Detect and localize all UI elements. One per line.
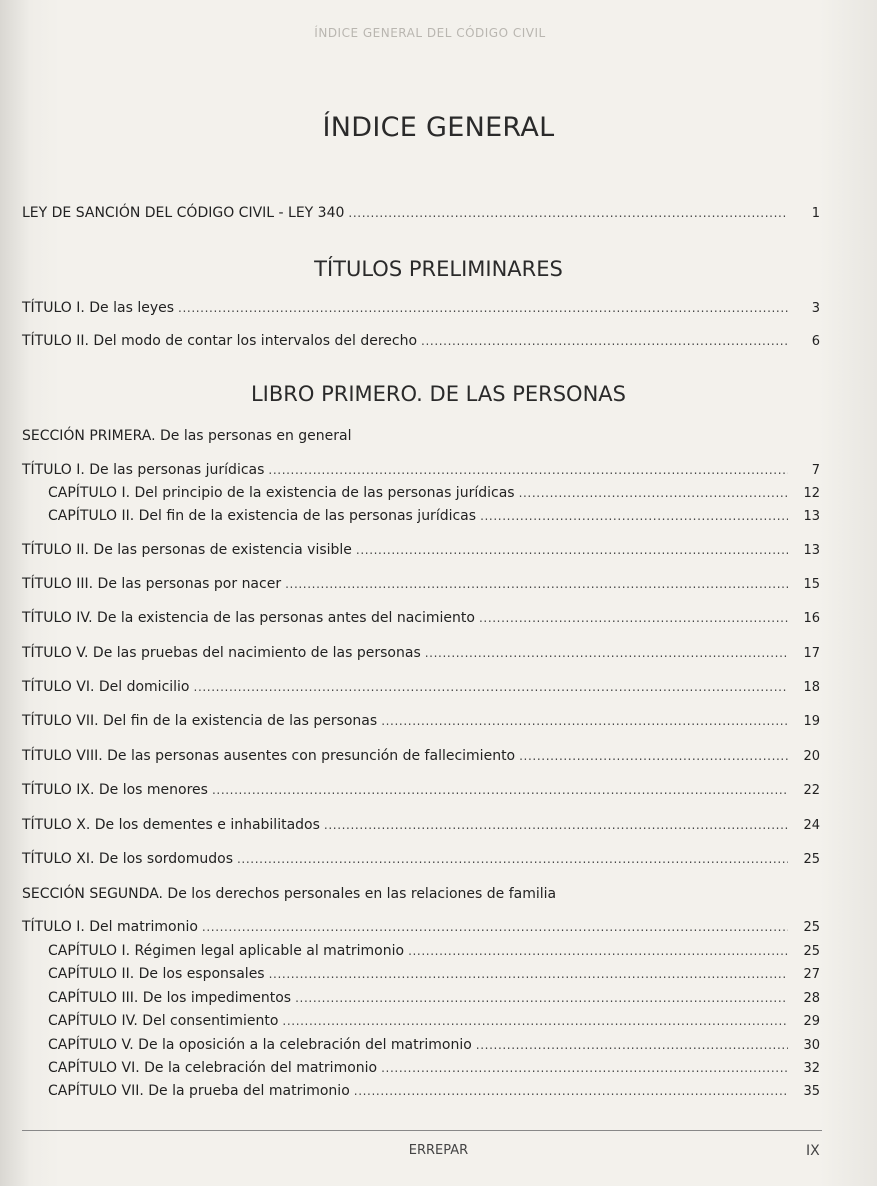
- toc-entry-label: TÍTULO V. De las pruebas del nacimiento de las personas: [22, 645, 421, 661]
- toc-entry[interactable]: [22, 748, 820, 768]
- toc-entry[interactable]: [22, 576, 820, 596]
- toc-entry-label: TÍTULO IX. De los menores: [22, 782, 208, 798]
- toc-entry-label: CAPÍTULO I. Del principio de la existencia de las personas jurídicas: [48, 485, 515, 501]
- toc-page-number: 20: [803, 749, 820, 764]
- toc-entry-label: TÍTULO XI. De los sordomudos: [22, 851, 233, 867]
- toc-entry[interactable]: [22, 851, 820, 871]
- dot-leader: [269, 967, 788, 981]
- dot-leader: [194, 680, 788, 694]
- toc-page-number: 19: [803, 714, 820, 729]
- toc-page-number: 12: [803, 486, 820, 501]
- toc-page-number: 30: [803, 1038, 820, 1053]
- dot-leader: [212, 783, 788, 797]
- footer-page-number: IX: [806, 1143, 820, 1159]
- toc-entry[interactable]: [22, 333, 820, 353]
- heading-titulos-preliminares: TÍTULOS PRELIMINARES: [314, 257, 563, 281]
- toc-page-number: 6: [811, 334, 820, 349]
- heading-libro-primero: LIBRO PRIMERO. DE LAS PERSONAS: [250, 382, 626, 406]
- toc-entry-label: CAPÍTULO I. Régimen legal aplicable al matrimonio: [48, 943, 405, 959]
- toc-page-number: 13: [803, 509, 820, 524]
- toc-entry[interactable]: [22, 610, 820, 630]
- dot-leader: [348, 206, 788, 220]
- toc-entry-label: TÍTULO VIII. De las personas ausentes con presunción de fallecimiento: [22, 748, 516, 764]
- toc-entry[interactable]: [48, 1037, 820, 1057]
- toc-page-number: 25: [803, 852, 820, 867]
- dot-leader: [178, 301, 788, 315]
- toc-entry-label: TÍTULO VI. Del domicilio: [22, 679, 190, 695]
- dot-leader: [282, 1014, 788, 1028]
- toc-entry[interactable]: [48, 943, 820, 963]
- toc-entry-law[interactable]: [22, 205, 820, 225]
- toc-page-number: 7: [811, 463, 820, 478]
- dot-leader: [425, 646, 788, 660]
- section-heading-segunda: SECCIÓN SEGUNDA. De los derechos personales en las relaciones de familia: [22, 886, 557, 902]
- toc-entry[interactable]: [48, 1060, 820, 1080]
- toc-page-number: 35: [803, 1084, 820, 1099]
- page-title: ÍNDICE GENERAL: [322, 112, 555, 143]
- toc-entry-label: TÍTULO IV. De la existencia de las personas antes del nacimiento: [22, 610, 475, 626]
- toc-page-number: 25: [803, 920, 820, 935]
- dot-leader: [356, 543, 788, 557]
- toc-entry[interactable]: [22, 542, 820, 562]
- toc-page-number: 3: [811, 301, 820, 316]
- toc-page-number: 32: [803, 1061, 820, 1076]
- toc-entry[interactable]: [48, 990, 820, 1010]
- toc-entry-label: CAPÍTULO II. De los esponsales: [48, 966, 265, 982]
- toc-entry-label: TÍTULO I. De las personas jurídicas: [22, 462, 265, 478]
- toc-page-number: 28: [803, 991, 820, 1006]
- toc-entry[interactable]: [48, 1083, 820, 1103]
- toc-page-number: 22: [803, 783, 820, 798]
- toc-entry-label: LEY DE SANCIÓN DEL CÓDIGO CIVIL - LEY 340: [22, 205, 345, 221]
- toc-entry[interactable]: [22, 713, 820, 733]
- dot-leader: [285, 577, 788, 591]
- toc-entry-label: CAPÍTULO II. Del fin de la existencia de las personas jurídicas: [48, 508, 477, 524]
- dot-leader: [268, 463, 788, 477]
- footer-divider: [22, 1130, 822, 1131]
- toc-entry[interactable]: [48, 485, 820, 505]
- toc-entry-label: CAPÍTULO IV. Del consentimiento: [48, 1013, 279, 1029]
- toc-entry[interactable]: [48, 1013, 820, 1033]
- toc-page-number: 24: [803, 818, 820, 833]
- toc-page-number: 29: [803, 1014, 820, 1029]
- toc-entry-label: CAPÍTULO III. De los impedimentos: [48, 990, 292, 1006]
- toc-page-number: 1: [811, 206, 820, 221]
- toc-entry[interactable]: [22, 919, 820, 939]
- toc-entry-label: TÍTULO X. De los dementes e inhabilitados: [22, 817, 320, 833]
- toc-page-number: 15: [803, 577, 820, 592]
- footer-publisher: ERREPAR: [408, 1143, 469, 1158]
- dot-leader: [519, 749, 788, 763]
- section-heading-primera: SECCIÓN PRIMERA. De las personas en general: [22, 428, 352, 444]
- dot-leader: [237, 852, 788, 866]
- toc-entry[interactable]: [48, 966, 820, 986]
- toc-entry-label: TÍTULO I. Del matrimonio: [22, 919, 198, 935]
- running-head: ÍNDICE GENERAL DEL CÓDIGO CIVIL: [314, 26, 546, 40]
- toc-entry[interactable]: [48, 508, 820, 528]
- toc-entry[interactable]: [22, 817, 820, 837]
- toc-page-number: 13: [803, 543, 820, 558]
- dot-leader: [479, 611, 788, 625]
- toc-entry[interactable]: [22, 462, 820, 482]
- dot-leader: [381, 1061, 788, 1075]
- toc-entry-label: TÍTULO III. De las personas por nacer: [22, 576, 282, 592]
- dot-leader: [381, 714, 788, 728]
- toc-entry[interactable]: [22, 782, 820, 802]
- toc-page-number: 18: [803, 680, 820, 695]
- toc-entry-label: CAPÍTULO VII. De la prueba del matrimonio: [48, 1083, 350, 1099]
- toc-page-number: 16: [803, 611, 820, 626]
- toc-page-number: 27: [803, 967, 820, 982]
- dot-leader: [408, 944, 788, 958]
- toc-entry-label: CAPÍTULO V. De la oposición a la celebración del matrimonio: [48, 1037, 472, 1053]
- toc-entry-label: TÍTULO II. Del modo de contar los intervalos del derecho: [22, 333, 418, 349]
- dot-leader: [519, 486, 788, 500]
- toc-entry[interactable]: [22, 645, 820, 665]
- toc-entry-label: CAPÍTULO VI. De la celebración del matrimonio: [48, 1060, 378, 1076]
- dot-leader: [295, 991, 788, 1005]
- toc-page-number: 17: [803, 646, 820, 661]
- toc-entry[interactable]: [22, 300, 820, 320]
- dot-leader: [421, 334, 788, 348]
- dot-leader: [354, 1084, 788, 1098]
- dot-leader: [202, 920, 788, 934]
- dot-leader: [476, 1038, 788, 1052]
- toc-entry-label: TÍTULO II. De las personas de existencia visible: [22, 542, 352, 558]
- toc-page-number: 25: [803, 944, 820, 959]
- dot-leader: [324, 818, 788, 832]
- toc-entry-label: TÍTULO I. De las leyes: [22, 300, 175, 316]
- toc-entry[interactable]: [22, 679, 820, 699]
- dot-leader: [480, 509, 788, 523]
- toc-entry-label: TÍTULO VII. Del fin de la existencia de las personas: [22, 713, 378, 729]
